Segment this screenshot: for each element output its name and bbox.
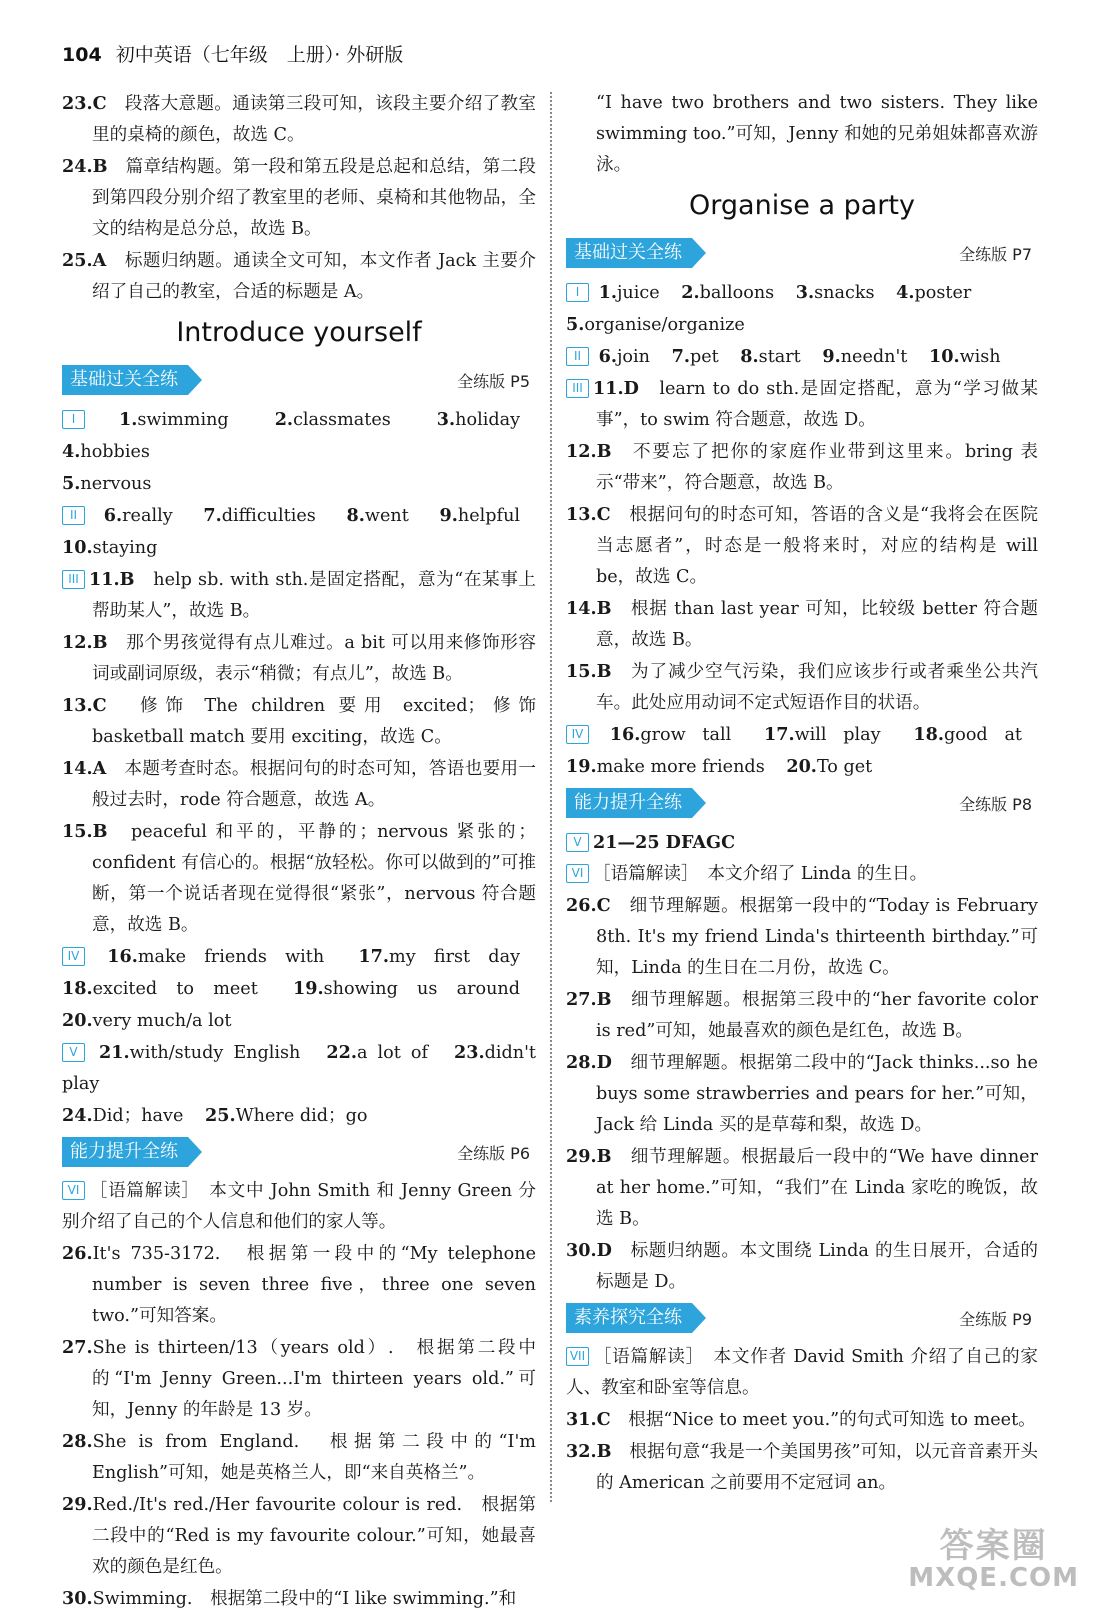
column-divider	[550, 92, 552, 1502]
roman-numeral-badge: II	[62, 506, 85, 525]
section-title: Introduce yourself	[176, 317, 422, 348]
answer-item: 30.Swimming. 根据第二段中的“I like swimming.”和	[62, 1588, 517, 1609]
answer-item: 30.D 标题归纳题。本文围绕 Linda 的生日展开，合适的标题是 D。	[566, 1240, 1038, 1292]
roman-numeral-badge: VII	[566, 1347, 589, 1366]
left-column	[62, 88, 536, 1615]
answer-item: 32.B 根据句意“我是一个美国男孩”可知，以元音音素开头的 American 之前要用不定冠词 an。	[566, 1441, 1038, 1493]
roman-numeral-badge: II	[566, 347, 589, 366]
answer-item: 29.B 细节理解题。根据最后一段中的“We have dinner at her home.”可知，“我们”在 Linda 家吃的晚饭，故选 B。	[566, 1146, 1038, 1229]
band-label: 基础过关全练	[566, 238, 692, 268]
answer-row: IV 16.grow tall 17.will play 18.good at 19.make more friends 20.To get	[566, 724, 1022, 777]
answer-item: III 11.D learn to do sth.是固定搭配，意为“学习做某事”，to swim 符合题意，故选 D。	[566, 373, 1038, 436]
answer-item: 28.D 细节理解题。根据第二段中的“Jack thinks...so he buys some strawberries and pears for her.”可知，Jack 给 Linda 买的是草莓和梨，故选 D。	[566, 1052, 1038, 1135]
band-label: 能力提升全练	[62, 1137, 188, 1167]
band-label: 基础过关全练	[62, 365, 188, 395]
page-number: 104	[62, 44, 102, 66]
band-ref: 全练版 P6	[457, 1144, 530, 1163]
answer-item: 14.B 根据 than last year 可知，比较级 better 符合题意，故选 B。	[566, 598, 1038, 650]
band-label: 能力提升全练	[566, 788, 692, 818]
answer-item: 15.B peaceful 和平的，平静的；nervous 紧张的；confident 有信心的。根据“放轻松。你可以做到的”可推断，第一个说话者现在觉得很“紧张”，nervous 符合题意，故选 B。	[62, 821, 536, 935]
roman-numeral-badge: V	[62, 1043, 85, 1062]
band-ref: 全练版 P9	[959, 1310, 1032, 1329]
answer-item: 26.C 细节理解题。根据第一段中的“Today is February 8th. It's my friend Linda's thirteenth birthday.”可知，Linda 的生日在二月份，故选 C。	[566, 895, 1038, 978]
site-watermark: 答案圈 MXQE.COM	[908, 1526, 1079, 1593]
answer-row: IV 16.make friends with 17.my first day 18.excited to meet 19.showing us around 20.very much/a lot	[62, 946, 521, 1031]
answer-row: V 21—25 DFAGC	[566, 827, 1038, 859]
passage-intro: VI ［语篇解读］ 本文中 John Smith 和 Jenny Green 分别介绍了自己的个人信息和他们的家人等。	[62, 1181, 536, 1232]
roman-numeral-badge: VI	[62, 1181, 85, 1200]
answer-row: I 1.juice 2.balloons 3.snacks 4.poster 5.organise/organize	[566, 282, 972, 335]
answer-item: 28.She is from England. 根据第二段中的“I'm English”可知，她是英格兰人，即“来自英格兰”。	[62, 1431, 536, 1483]
roman-numeral-badge: III	[62, 570, 85, 589]
book-title: 初中英语（七年级 上册）· 外研版	[115, 44, 404, 66]
roman-numeral-badge: V	[566, 833, 589, 852]
answer-item: 27.B 细节理解题。根据第三段中的“her favorite color is red”可知，她最喜欢的颜色是红色，故选 B。	[566, 989, 1038, 1041]
right-column	[566, 88, 1038, 1499]
answer-item: 23.C 段落大意题。通读第三段可知，该段主要介绍了教室里的桌椅的颜色，故选 C。	[62, 93, 536, 145]
section-band	[62, 362, 536, 398]
section-title: Organise a party	[689, 190, 915, 221]
answer-item: 14.A 本题考查时态。根据问句的时态可知，答语也要用一般过去时，rode 符合题意，故选 A。	[62, 758, 536, 810]
band-ref: 全练版 P8	[959, 795, 1032, 814]
roman-numeral-badge: I	[62, 410, 85, 429]
band-label: 素养探究全练	[566, 1303, 692, 1333]
answer-item: 29.Red./It's red./Her favourite colour is red. 根据第二段中的“Red is my favourite colour.”可知，她最喜欢的颜色是红色。	[62, 1494, 536, 1577]
passage-intro: VI ［语篇解读］ 本文介绍了 Linda 的生日。	[566, 859, 1038, 890]
answer-item: 12.B 那个男孩觉得有点儿难过。a bit 可以用来修饰形容词或副词原级，表示“稍微；有点儿”，故选 B。	[62, 632, 536, 684]
answer-row: II 6.join 7.pet 8.start 9.needn't 10.wish	[566, 341, 1038, 373]
answer-item: 13.C 根据问句的时态可知，答语的含义是“我将会在医院当志愿者”，时态是一般将来时，对应的结构是 will be，故选 C。	[566, 504, 1038, 587]
answer-item: III 11.B help sb. with sth.是固定搭配，意为“在某事上帮助某人”，故选 B。	[62, 564, 536, 627]
section-band	[62, 1134, 536, 1170]
answer-item: 31.C 根据“Nice to meet you.”的句式可知选 to meet。	[566, 1409, 1036, 1430]
section-band	[566, 235, 1038, 271]
answer-row: V 21.with/study English 22.a lot of 23.didn't play 24.Did；have 25.Where did；go	[62, 1042, 536, 1126]
band-ref: 全练版 P5	[457, 372, 530, 391]
passage-intro: VII ［语篇解读］ 本文作者 David Smith 介绍了自己的家人、教室和卧室等信息。	[566, 1347, 1038, 1398]
band-ref: 全练版 P7	[959, 245, 1032, 264]
section-band	[566, 1300, 1038, 1336]
answer-row: I 1.swimming 2.classmates 3.holiday 4.hobbies 5.nervous	[62, 409, 521, 494]
roman-numeral-badge: IV	[566, 725, 589, 744]
roman-numeral-badge: VI	[566, 864, 589, 883]
answer-item: 24.B 篇章结构题。第一段和第五段是总起和总结，第二段到第四段分别介绍了教室里的老师、桌椅和其他物品，全文的结构是总分总，故选 B。	[62, 156, 536, 239]
page-header	[62, 40, 403, 70]
answer-row: II 6.really 7.difficulties 8.went 9.helpful 10.staying	[62, 505, 521, 558]
roman-numeral-badge: III	[566, 379, 589, 398]
answer-item: 27.She is thirteen/13（years old）. 根据第二段中的“I'm Jenny Green...I'm thirteen years old.”可知，Jenny 的年龄是 13 岁。	[62, 1337, 536, 1420]
roman-numeral-badge: I	[566, 283, 589, 302]
answer-item: 13.C 修饰 The children 要用 excited；修饰 basketball match 要用 exciting，故选 C。	[62, 695, 536, 747]
answer-item: 26.It's 735-3172. 根据第一段中的“My telephone number is seven three five，three one seven two.”可知答案。	[62, 1243, 536, 1326]
answer-continuation: “I have two brothers and two sisters. They like swimming too.”可知，Jenny 和她的兄弟姐妹都喜欢游泳。	[596, 93, 1038, 175]
answer-item: 15.B 为了减少空气污染，我们应该步行或者乘坐公共汽车。此处应用动词不定式短语作目的状语。	[566, 661, 1038, 713]
answer-item: 25.A 标题归纳题。通读全文可知，本文作者 Jack 主要介绍了自己的教室，合适的标题是 A。	[62, 250, 536, 302]
section-band	[566, 785, 1038, 821]
roman-numeral-badge: IV	[62, 947, 85, 966]
answer-item: 12.B 不要忘了把你的家庭作业带到这里来。bring 表示“带来”，符合题意，故选 B。	[566, 441, 1038, 493]
